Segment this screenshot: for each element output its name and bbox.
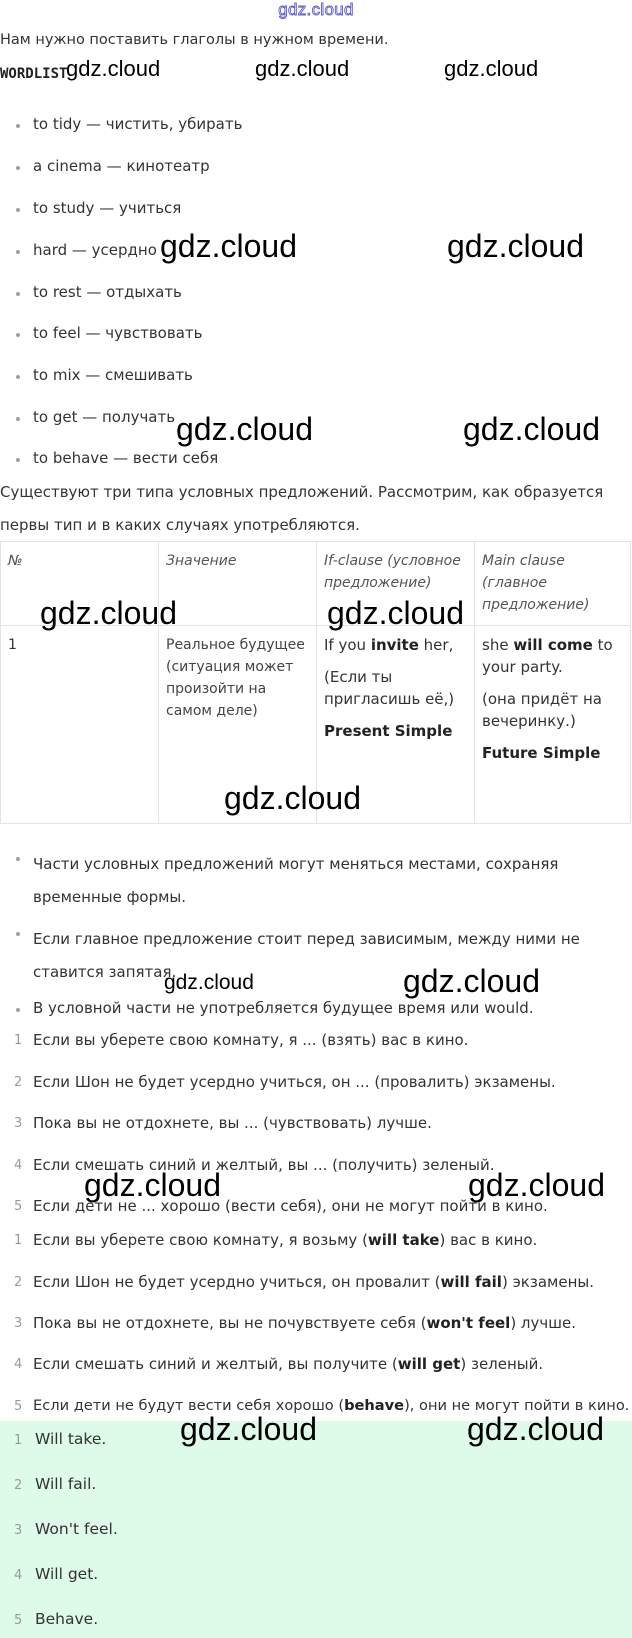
task-number: 4 bbox=[14, 1158, 23, 1173]
table-cell-number: 1 bbox=[1, 626, 159, 824]
translation-item: Если дети не будут вести себя хорошо (behave), они не могут пойти в кино. bbox=[33, 1397, 630, 1414]
wordlist-item: to feel — чувствовать bbox=[33, 324, 203, 342]
wordlist-item: to get — получать bbox=[33, 408, 176, 426]
answer-item: Will get. bbox=[35, 1565, 99, 1583]
translation-number: 4 bbox=[14, 1357, 23, 1372]
task-item: Если вы уберете свою комнату, я ... (взять) вас в кино. bbox=[33, 1031, 469, 1049]
note-item: Части условных предложений могут меняться местами, сохраняя временные формы. bbox=[33, 848, 558, 914]
note-item: Если главное предложение стоит перед зависимым, между ними не ставится запятая. bbox=[33, 923, 580, 989]
answer-number: 3 bbox=[14, 1523, 23, 1538]
note-item: В условной части не употребляется будущее время или would. bbox=[33, 999, 534, 1017]
translation-item: Если Шон не будет усердно учиться, он провалит (will fail) экзамены. bbox=[33, 1273, 594, 1291]
watermark: gdz.cloud bbox=[444, 56, 539, 81]
translation-number: 5 bbox=[14, 1399, 23, 1414]
watermark: gdz.cloud bbox=[84, 1167, 221, 1203]
task-number: 3 bbox=[14, 1116, 23, 1131]
translation-number: 3 bbox=[14, 1316, 23, 1331]
watermark: gdz.cloud bbox=[255, 56, 350, 81]
translation-number: 1 bbox=[14, 1233, 23, 1248]
wordlist-item: to mix — смешивать bbox=[33, 366, 193, 384]
task-item: Если дети не ... хорошо (вести себя), они не могут пойти в кино. bbox=[33, 1197, 548, 1215]
wordlist-item: to study — учиться bbox=[33, 199, 182, 217]
theory-paragraph bbox=[0, 476, 632, 542]
answer-item: Won't feel. bbox=[35, 1520, 118, 1538]
translation-number: 2 bbox=[14, 1275, 23, 1290]
if-translation: (Если ты пригласишь её,) bbox=[324, 668, 455, 708]
watermark: gdz.cloud bbox=[463, 411, 600, 447]
watermark: gdz.cloud bbox=[40, 595, 177, 631]
translation-item: Если смешать синий и желтый, вы получите (will get) зеленый. bbox=[33, 1355, 544, 1373]
answer-item: Will take. bbox=[35, 1430, 107, 1448]
task-number: 5 bbox=[14, 1199, 23, 1214]
wordlist-heading: WORDLIST bbox=[0, 66, 68, 82]
translation-item: Пока вы не отдохнете, вы не почувствуете себя (won't feel) лучше. bbox=[33, 1314, 576, 1332]
answer-number: 4 bbox=[14, 1568, 23, 1583]
wordlist-item: to behave — вести себя bbox=[33, 449, 219, 467]
task-number: 2 bbox=[14, 1075, 23, 1090]
wordlist-item: hard — усердно bbox=[33, 241, 157, 259]
translation-item: Если вы уберете свою комнату, я возьму (will take) вас в кино. bbox=[33, 1231, 538, 1249]
task-number: 1 bbox=[14, 1033, 23, 1048]
wordlist-item: to tidy — чистить, убирать bbox=[33, 115, 243, 133]
watermark: gdz.cloud bbox=[403, 963, 540, 999]
watermark: gdz.cloud bbox=[176, 411, 313, 447]
watermark: gdz.cloud bbox=[180, 1411, 317, 1447]
answer-item: Will fail. bbox=[35, 1475, 97, 1493]
site-logo[interactable]: gdz.cloud bbox=[278, 0, 354, 19]
table-cell-meaning: Реальное будущее (ситуация может произойти на самом деле) bbox=[159, 626, 317, 824]
watermark: gdz.cloud bbox=[224, 780, 361, 816]
wordlist-item: to rest — отдыхать bbox=[33, 283, 182, 301]
if-tense: Present Simple bbox=[324, 722, 453, 740]
table-cell-main-clause bbox=[475, 626, 631, 824]
answer-item: Behave. bbox=[35, 1610, 99, 1628]
main-example: she will come to your party. bbox=[482, 636, 613, 676]
main-tense: Future Simple bbox=[482, 744, 601, 762]
watermark: gdz.cloud bbox=[468, 1167, 605, 1203]
theory-line: Существуют три типа условных предложений. Рассмотрим, как образуется bbox=[0, 483, 604, 501]
watermark: gdz.cloud bbox=[327, 595, 464, 631]
theory-line: первы тип и в каких случаях употребляются. bbox=[0, 516, 360, 534]
table-header-main-clause: Main clause (главное предложение) bbox=[475, 542, 631, 626]
answer-number: 1 bbox=[14, 1433, 23, 1448]
watermark: gdz.cloud bbox=[66, 56, 161, 81]
answer-number: 5 bbox=[14, 1613, 23, 1628]
watermark: gdz.cloud bbox=[160, 228, 297, 264]
table-header-number: № bbox=[1, 542, 159, 626]
task-item: Если смешать синий и желтый, вы ... (получить) зеленый. bbox=[33, 1156, 495, 1174]
intro-text: Нам нужно поставить глаголы в нужном времени. bbox=[0, 32, 389, 48]
watermark: gdz.cloud bbox=[447, 228, 584, 264]
task-item: Пока вы не отдохнете, вы ... (чувствовать) лучше. bbox=[33, 1114, 432, 1132]
watermark: gdz.cloud bbox=[164, 971, 254, 994]
if-example: If you invite her, bbox=[324, 636, 454, 654]
task-item: Если Шон не будет усердно учиться, он ... (провалить) экзамены. bbox=[33, 1073, 556, 1091]
watermark: gdz.cloud bbox=[467, 1411, 604, 1447]
wordlist-item: a cinema — кинотеатр bbox=[33, 157, 210, 175]
table-header-meaning: Значение bbox=[159, 542, 317, 626]
table-header-if-clause: If-clause (условное предложение) bbox=[317, 542, 475, 626]
answer-number: 2 bbox=[14, 1478, 23, 1493]
main-translation: (она придёт на вечеринку.) bbox=[482, 690, 602, 730]
